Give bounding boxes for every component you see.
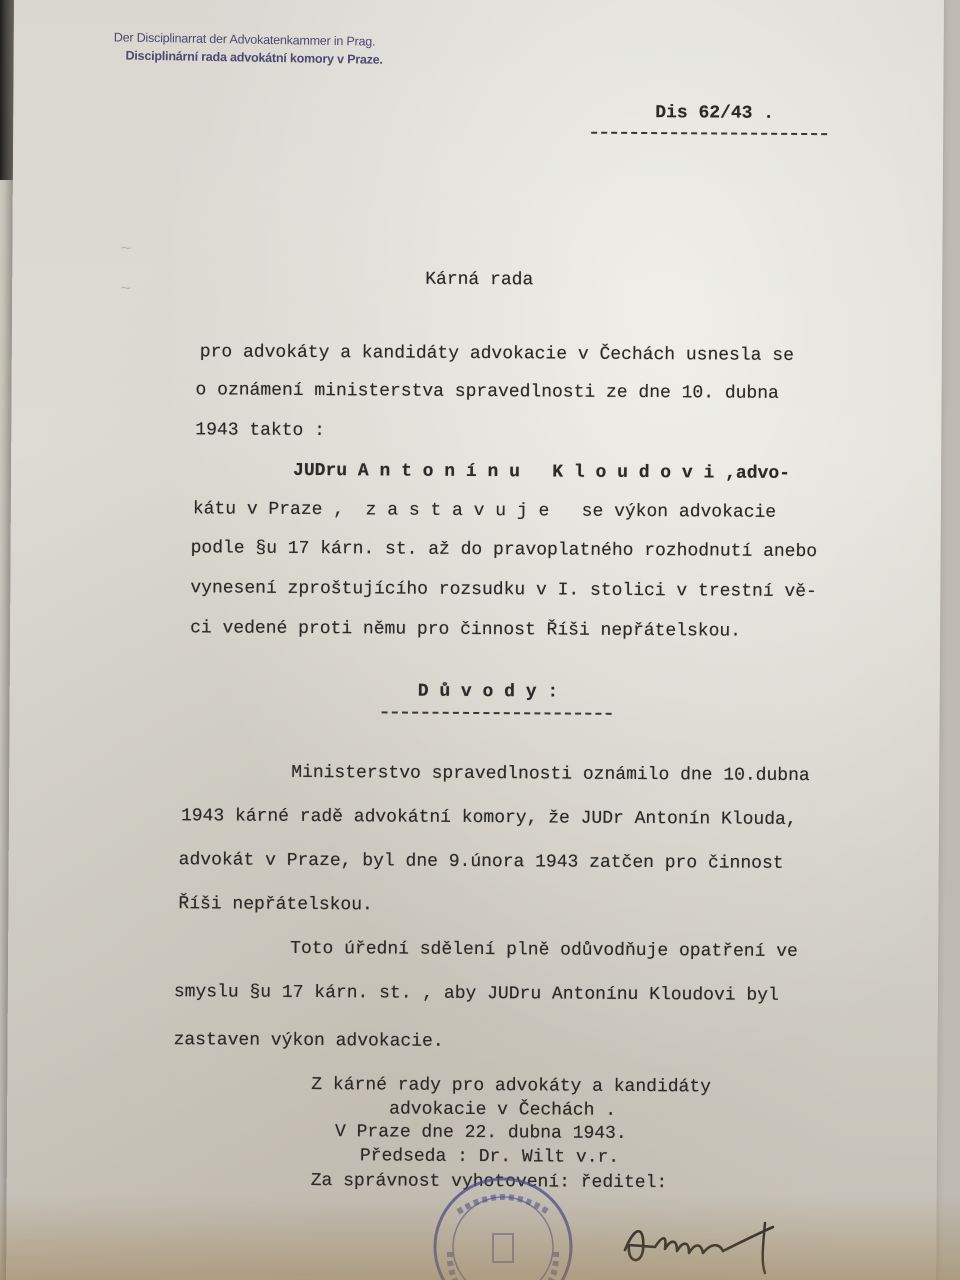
closing-line-5: Za správnost vyhotovení: ředitel: bbox=[310, 1170, 668, 1194]
official-seal-icon bbox=[428, 1172, 578, 1280]
reasons-p1-line-3: advokát v Praze, byl dne 9.února 1943 zatčen pro činnost bbox=[178, 850, 784, 874]
ruling-line-4: vynesení zproštujícího rozsudku v I. stolici v trestní vě- bbox=[190, 578, 817, 603]
handwritten-signature bbox=[615, 1205, 785, 1275]
reference-number: Dis 62/43 . bbox=[655, 103, 775, 124]
reasons-p1-line-4: Říši nepřátelskou. bbox=[178, 894, 373, 916]
reasons-p1-line-1: Ministerstvo spravedlnosti oznámilo dne 10.dubna bbox=[291, 762, 810, 787]
intro-line-2: o oznámení ministerstva spravedlnosti ze dne 10. dubna bbox=[195, 380, 779, 404]
letterhead-stamp bbox=[113, 28, 383, 68]
paper-sheet bbox=[6, 0, 944, 1280]
letterhead-line-german: Der Disciplinarrat der Advokatenkammer in Prag. bbox=[113, 30, 376, 49]
ruling-line-1: JUDru A n t o n í n u K l o u d o v i ,advo- bbox=[293, 460, 791, 484]
faint-pencil-marks: ~ ~ bbox=[120, 237, 132, 298]
intro-line-3: 1943 takto : bbox=[195, 420, 326, 442]
reasons-p1-line-2: 1943 kárné radě advokátní komory, že JUDr Antonín Klouda, bbox=[180, 806, 797, 830]
ruling-line-5: ci vedené proti němu pro činnost Říši nepřátelskou. bbox=[190, 618, 742, 642]
closing-line-3: V Praze dne 22. dubna 1943. bbox=[334, 1122, 627, 1144]
closing-line-2: advokacie v Čechách . bbox=[389, 1099, 617, 1121]
intro-line-1: pro advokáty a kandidáty advokacie v Čechách usnesla se bbox=[199, 342, 794, 366]
reasons-underline bbox=[382, 711, 612, 714]
closing-line-1: Z kárné rady pro advokáty a kandidáty bbox=[311, 1074, 712, 1098]
reasons-p2-line-1: Toto úřední sdělení plně odůvodňuje opatření ve bbox=[290, 938, 798, 962]
reasons-p2-line-3: zastaven výkon advokacie. bbox=[173, 1030, 444, 1052]
reasons-heading: D ů v o d y : bbox=[417, 681, 559, 703]
heading: Kárná rada bbox=[425, 269, 534, 291]
ruling-line-2: kátu v Praze , z a s t a v u j e se výkon advokacie bbox=[192, 499, 777, 523]
letterhead-line-czech: Disciplinární rada advokátní komory v Praze. bbox=[125, 48, 383, 67]
reference-underline bbox=[591, 132, 827, 135]
closing-line-4: Předseda : Dr. Wilt v.r. bbox=[359, 1146, 620, 1168]
ruling-line-3: podle §u 17 kárn. st. až do pravoplatného rozhodnutí anebo bbox=[190, 538, 818, 563]
reasons-p2-line-2: smyslu §u 17 kárn. st. , aby JUDru Antonínu Kloudovi byl bbox=[173, 982, 779, 1006]
